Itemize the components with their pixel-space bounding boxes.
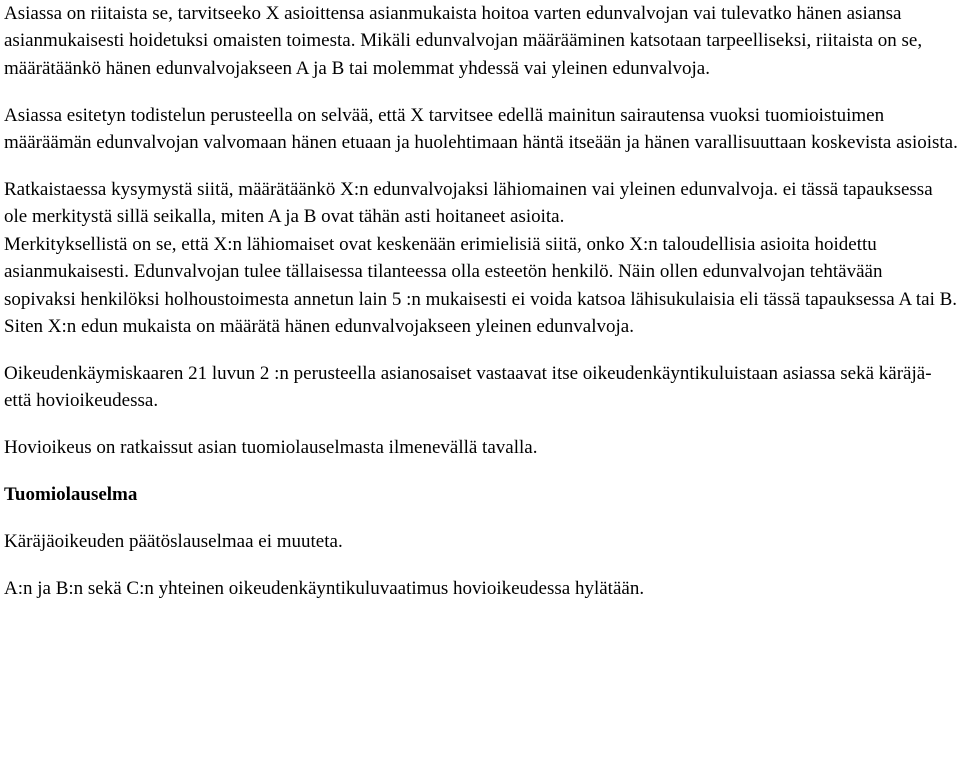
paragraph-costs-claim-rejected: A:n ja B:n sekä C:n yhteinen oikeudenkäyntikuluvaatimus hovioikeudessa hylätään.: [4, 578, 645, 599]
document-body: [4, 0, 958, 602]
paragraph-guardian-question: Ratkaistaessa kysymystä siitä, määrätäänkö X:n edunvalvojaksi lähiomainen vai yleinen edunvalvoja. ei tässä tapauksessa ole merkitystä sillä seikalla, miten A ja B ovat tähän asti hoitaneet asioita.: [4, 179, 933, 228]
paragraph-decision-unchanged: Käräjäoikeuden päätöslauselmaa ei muuteta.: [4, 531, 343, 553]
paragraph-court-resolution: Hovioikeus on ratkaissut asian tuomiolauselmasta ilmenevällä tavalla.: [4, 437, 538, 459]
paragraph-relatives-disagreement: Merkityksellistä on se, että X:n lähiomaiset ovat keskenään erimielisiä siitä, onko X:n taloudellisia asioita hoidettu asianmukaisesti. Edunvalvojan tulee tällaisessa tilanteessa olla esteetön henkilö. Näin ollen edunvalvojan tehtävään sopivaksi henkilöksi holhoustoimesta annetun lain 5 :n mukaisesti ei voida katsoa lähisukulaisia eli tässä tapauksessa A tai B. Siten X:n edun mukaista on määrätä hänen edunvalvojakseen yleinen edunvalvoja.: [4, 233, 958, 338]
paragraph-evidence: Asiassa esitetyn todistelun perusteella on selvää, että X tarvitsee edellä mainitun sairautensa vuoksi tuomioistuimen määräämän edunvalvojan valvomaan hänen etuaan ja huolehtimaan häntä itseään ja hänen varallisuuttaan koskevista asioista.: [4, 104, 958, 154]
paragraph-legal-costs-basis: Oikeudenkäymiskaaren 21 luvun 2 :n perusteella asianosaiset vastaavat itse oikeudenkäyntikuluistaan asiassa sekä käräjä- että hovioikeudessa.: [4, 362, 932, 412]
paragraph-issue: Asiassa on riitaista se, tarvitseeko X asioittensa asianmukaista hoitoa varten edunvalvojan vai tulevatko hänen asiansa asianmukaisesti hoidetuksi omaisten toimesta. Mikäli edunvalvojan määrääminen katsotaan tarpeelliseksi, riitaista on se, määrätäänkö hänen edunvalvojakseen A ja B tai molemmat yhdessä vai yleinen edunvalvoja.: [4, 3, 923, 79]
section-heading-judgment: Tuomiolauselma: [4, 484, 138, 506]
